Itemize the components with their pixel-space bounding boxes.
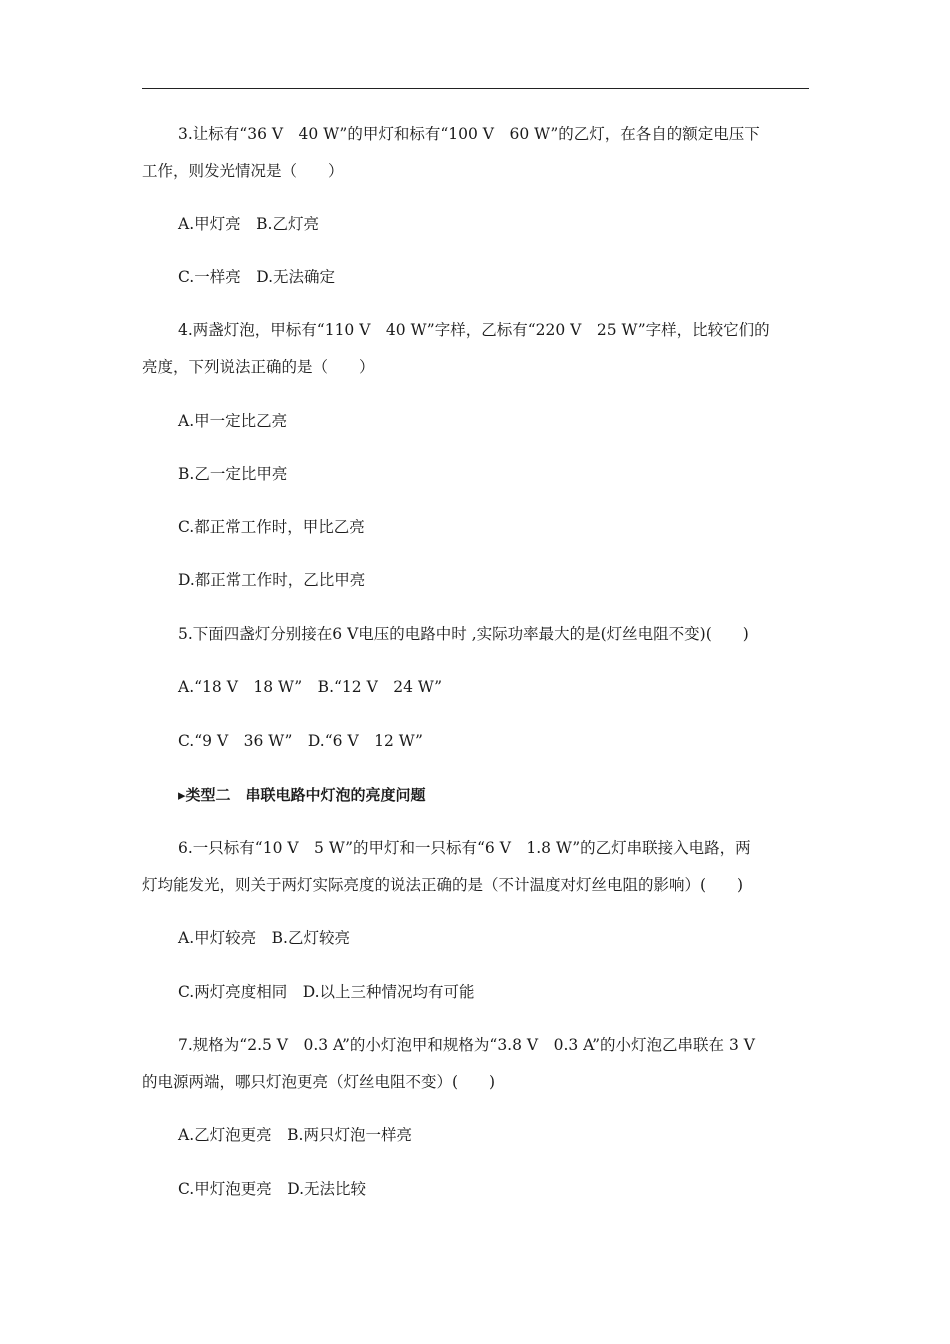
- question-5-stem: 5.下面四盏灯分别接在6 V电压的电路中时 ,实际功率最大的是(灯丝电阻不变)( ): [178, 625, 749, 643]
- question-3-options-ab: A.甲灯亮 B.乙灯亮: [178, 215, 319, 233]
- question-4-stem-line-2: 亮度，下列说法正确的是（ ）: [142, 358, 375, 376]
- question-6-stem-line-1: 6.一只标有“10 V 5 W”的甲灯和一只标有“6 V 1.8 W”的乙灯串联接入电路，两: [178, 839, 751, 857]
- question-6-options-cd: C.两灯亮度相同 D.以上三种情况均有可能: [178, 983, 475, 1001]
- question-4-option-d: D.都正常工作时，乙比甲亮: [178, 571, 366, 589]
- question-4-option-c: C.都正常工作时，甲比乙亮: [178, 518, 365, 536]
- question-6-stem-line-2: 灯均能发光，则关于两灯实际亮度的说法正确的是（不计温度对灯丝电阻的影响）( ): [142, 876, 744, 894]
- question-7-stem-line-1: 7.规格为“2.5 V 0.3 A”的小灯泡甲和规格为“3.8 V 0.3 A”的小灯泡乙串联在 3 V: [178, 1036, 755, 1054]
- question-3-stem-line-2: 工作，则发光情况是（ ）: [142, 162, 344, 180]
- header-rule: [142, 88, 809, 89]
- question-7-options-cd: C.甲灯泡更亮 D.无法比较: [178, 1180, 367, 1198]
- question-3-stem-line-1: 3.让标有“36 V 40 W”的甲灯和标有“100 V 60 W”的乙灯，在各自的额定电压下: [178, 125, 760, 143]
- question-4-option-b: B.乙一定比甲亮: [178, 465, 288, 483]
- question-4-option-a: A.甲一定比乙亮: [178, 412, 288, 430]
- question-7-options-ab: A.乙灯泡更亮 B.两只灯泡一样亮: [178, 1126, 412, 1144]
- question-6-options-ab: A.甲灯较亮 B.乙灯较亮: [178, 929, 350, 947]
- question-4-stem-line-1: 4.两盏灯泡，甲标有“110 V 40 W”字样，乙标有“220 V 25 W”字样，比较它们的: [178, 321, 770, 339]
- section-heading: ▸类型二 串联电路中灯泡的亮度问题: [178, 786, 426, 804]
- question-3-options-cd: C.一样亮 D.无法确定: [178, 268, 336, 286]
- question-5-options-cd: C.“9 V 36 W” D.“6 V 12 W”: [178, 732, 423, 750]
- question-5-options-ab: A.“18 V 18 W” B.“12 V 24 W”: [178, 678, 443, 696]
- question-7-stem-line-2: 的电源两端，哪只灯泡更亮（灯丝电阻不变）( ): [142, 1073, 496, 1091]
